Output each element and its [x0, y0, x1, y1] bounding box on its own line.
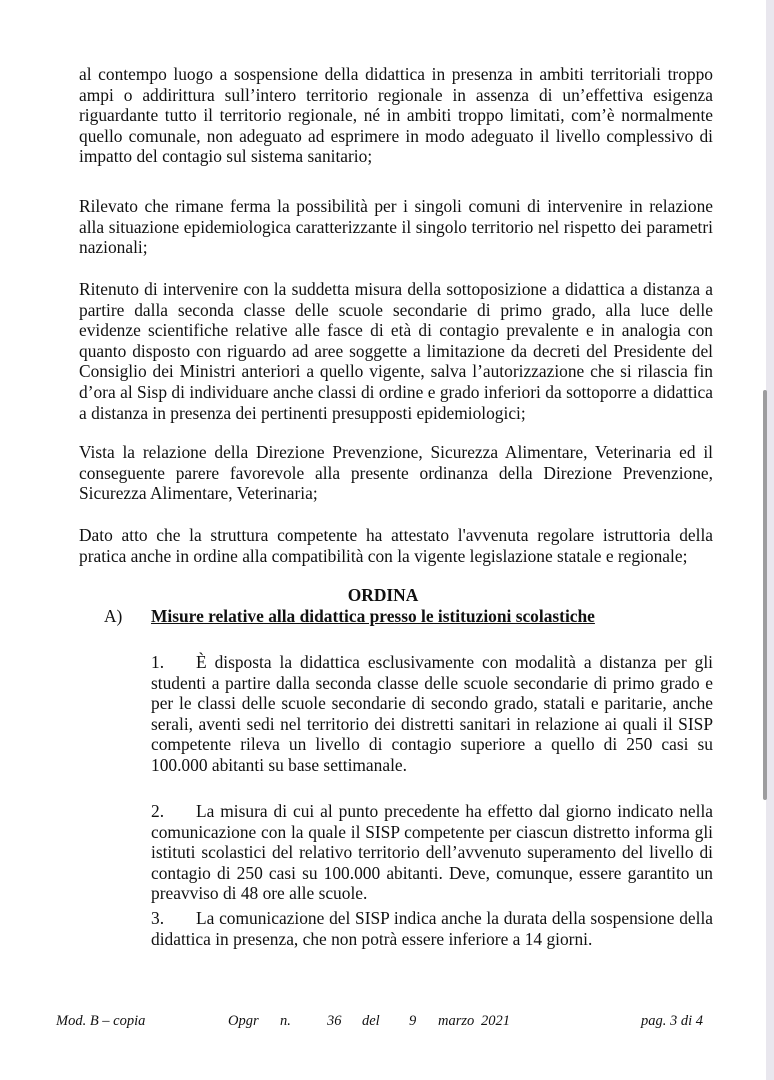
footer-model: Mod. B – copia	[56, 1013, 146, 1029]
section-a-heading	[104, 606, 595, 626]
footer-year: 2021	[481, 1013, 510, 1029]
order-item-2	[151, 801, 713, 904]
item-number: 1.	[151, 652, 165, 672]
item-text: È disposta la didattica esclusivamente con modalità a distanza per gli studenti a partire dalla seconda classe delle scuole secondarie di primo grado e per le classi delle scuole secondarie di secondo grado, statali e paritarie, anche serali, aventi sedi nel territorio dei distretti sanitari in relazione ai quali il SISP competente rileva un livello di contagio superiore a quello di 250 casi su 100.000 abitanti su base settimanale.	[151, 652, 713, 775]
order-item-3	[151, 908, 713, 949]
ordina-heading: ORDINA	[347, 585, 419, 605]
footer-del-label: del	[362, 1013, 380, 1029]
scroll-track[interactable]	[766, 0, 774, 1080]
item-number: 3.	[151, 908, 165, 928]
footer-opgr-label: Opgr	[228, 1013, 259, 1029]
paragraph-rilevato: Rilevato che rimane ferma la possibilità per i singoli comuni di intervenire in relazione alla situazione epidemiologica caratterizzante il singolo territorio nel rispetto dei parametri nazionali;	[79, 196, 713, 258]
section-letter: A)	[104, 606, 123, 626]
item-text: La comunicazione del SISP indica anche la durata della sospensione della didattica in presenza, che non potrà essere inferiore a 14 giorni.	[151, 908, 713, 949]
footer-page-number: pag. 3 di 4	[641, 1013, 704, 1029]
footer-month: marzo	[438, 1013, 475, 1029]
paragraph-vista: Vista la relazione della Direzione Prevenzione, Sicurezza Alimentare, Veterinaria ed il conseguente parere favorevole alla presente ordinanza della Direzione Prevenzione, Sicurezza Alimentare, Veterinaria;	[79, 442, 713, 504]
paragraph-contempo: al contempo luogo a sospensione della didattica in presenza in ambiti territoriali troppo ampi o addirittura sull’intero territorio regionale in assenza di un’effettiva esigenza riguardante tutto il territorio regionale, né in ambiti troppo limitati, com’è normalmente quello comunale, non adeguato ad esprimere in modo adeguato il livello complessivo di impatto del contagio sul sistema sanitario;	[79, 64, 713, 167]
footer-day: 9	[409, 1013, 417, 1029]
paragraph-ritenuto: Ritenuto di intervenire con la suddetta misura della sottoposizione a didattica a distanza a partire dalla seconda classe delle scuole secondarie di primo grado, alla luce delle evidenze scientifiche relative alle fasce di età di contagio prevalente e in analogia con quanto disposto con riguardo ad aree soggette a limitazione da decreti del Presidente del Consiglio dei Ministri anteriori a quello vigente, salva l’autorizzazione che si rilascia fin d’ora al Sisp di individuare anche classi di ordine e grado inferiori da sottoporre a didattica a distanza in presenza dei pertinenti presupposti epidemiologici;	[79, 279, 713, 423]
scrollbar-thumb[interactable]	[763, 390, 767, 800]
footer-n-label: n.	[280, 1013, 291, 1029]
item-text: La misura di cui al punto precedente ha effetto dal giorno indicato nella comunicazione con la quale il SISP competente per ciascun distretto informa gli istituti scolastici del relativo territorio dell’avvenuto superamento del livello di contagio di 250 casi su 100.000 abitanti. Deve, comunque, essere garantito un preavviso di 48 ore alle scuole.	[151, 801, 713, 904]
section-title: Misure relative alla didattica presso le istituzioni scolastiche	[151, 606, 595, 626]
paragraph-dato-atto: Dato atto che la struttura competente ha attestato l'avvenuta regolare istruttoria della pratica anche in ordine alla compatibilità con la vigente legislazione statale e regionale;	[79, 525, 713, 566]
order-item-1	[151, 652, 713, 776]
item-number: 2.	[151, 801, 165, 821]
footer-number: 36	[327, 1013, 342, 1029]
